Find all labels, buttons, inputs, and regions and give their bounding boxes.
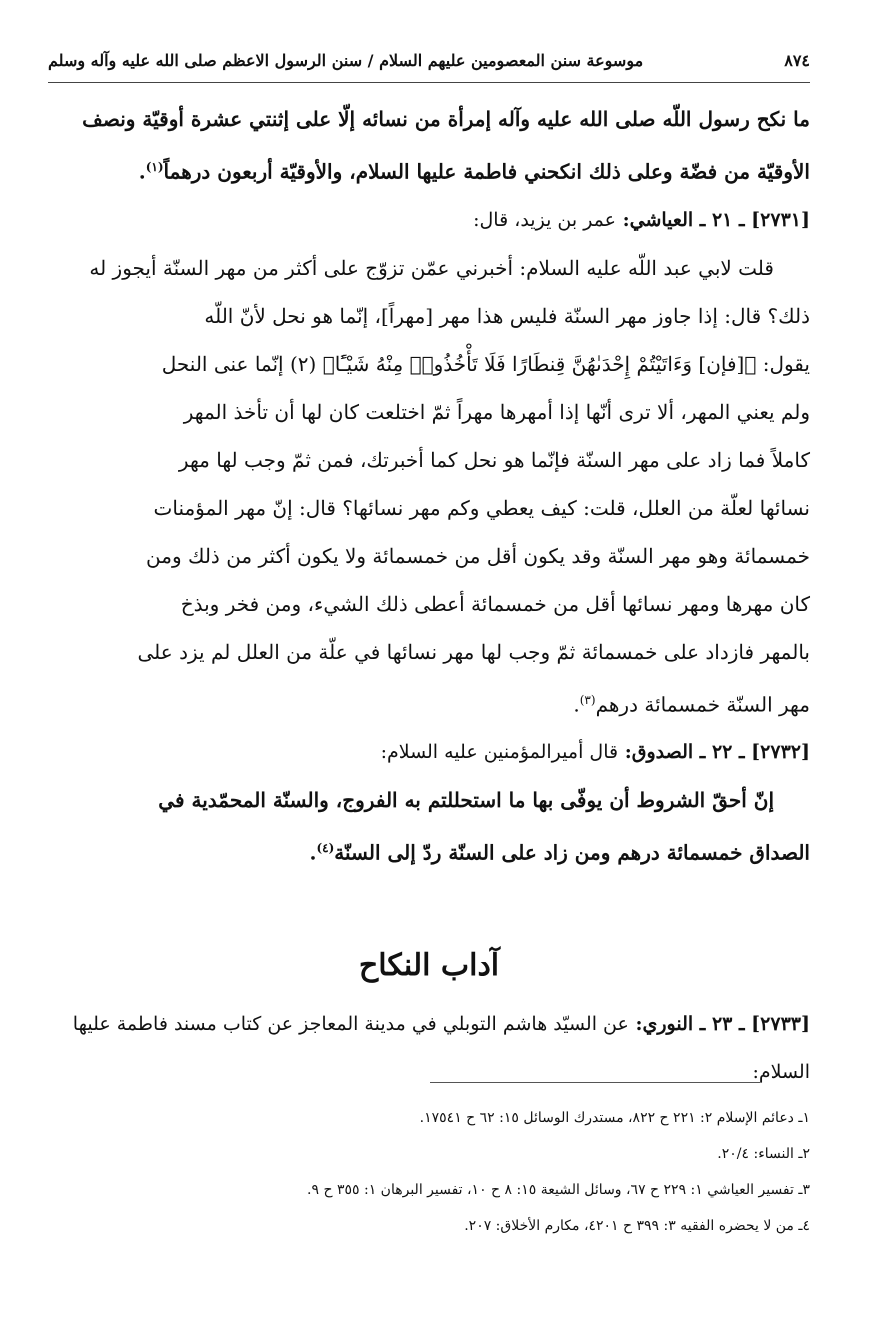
main-text: [48, 95, 810, 877]
footnote-ref: (٤): [316, 841, 335, 856]
intro-line: ما نكح رسول اللّه صلى الله عليه وآله إمرأة من نسائه إلّا على إثنتي عشرة أوقيّة ونصف: [82, 107, 810, 131]
footnote: ٣ـ تفسير العياشي ١: ٢٢٩ ح ٦٧، وسائل الشيعة ١٥: ٨ ح ١٠، تفسير البرهان ١: ٣٥٥ ح ٩.: [307, 1182, 810, 1198]
hadith-text-line: ذلك؟ قال: إذا جاوز مهر السنّة فليس هذا مهر [مهراً]، إنّما هو نحل لأنّ اللّه: [204, 303, 810, 328]
hadith-text-line: إنّ أحقّ الشروط أن يوفّى بها ما استحللتم به الفروج، والسنّة المحمّدية في: [158, 788, 774, 813]
hadith-text-line: ولم يعني المهر، ألا ترى أنّها إذا أمهرها مهراً ثمّ اختلعت كان لها أن تأخذ المهر: [183, 399, 810, 424]
hadith-text-line: كان مهرها ومهر نسائها أقل من خمسمائة أعطى ذلك الشيء، ومن فخر وبذخ: [180, 591, 810, 616]
hadith-text-line: مهر السنّة خمسمائة درهم$^{(٣)}$.: [573, 692, 810, 717]
footnote-ref: (٣): [579, 692, 596, 707]
footnote-ref: (١): [145, 160, 164, 174]
footnote: ١ـ دعائم الإسلام ٢: ٢٢١ ح ٨٢٢، مستدرك الوسائل ١٥: ٦٢ ح ١٧٥٤١.: [419, 1110, 810, 1126]
page-number: ٨٧٤: [784, 50, 810, 70]
hadith-text-line: قلت لابي عبد اللّه عليه السلام: أخبرني عمّن تزوّج على أكثر من مهر السنّة أيجوز له: [89, 255, 774, 280]
hadith-heading: [48, 728, 810, 776]
hadith-source: عمر بن يزيد، قال:: [473, 208, 616, 231]
hadith-heading: [48, 196, 810, 244]
hadith-text-line: بالمهر فازداد على خمسمائة ثمّ وجب لها مهر نسائها في علّة من العلل لم يزد على: [137, 639, 810, 664]
hadith-text-line: كاملاً فما زاد على مهر السنّة فإنّما هو نحل كما أخبرتك، فمن ثمّ وجب لها مهر: [178, 447, 810, 472]
hadith-text-line: الصداق خمسمائة درهم ومن زاد على السنّة ردّ إلى السنّة$^{(٤)}$.: [309, 840, 810, 865]
footnote-divider: [430, 1082, 760, 1083]
footnote: ٤ـ من لا يحضره الفقيه ٣: ٣٩٩ ح ٤٢٠١، مكارم الأخلاق: ٢٠٧.: [464, 1218, 810, 1234]
hadith-number: [٢٧٣٣] ـ ٢٣ ـ النوري:: [635, 1013, 810, 1035]
page-header: [48, 42, 810, 78]
footnotes: [48, 1100, 810, 1244]
hadith-number: [٢٧٣١] ـ ٢١ ـ العياشي:: [622, 208, 810, 231]
footnote: ٢ـ النساء: ٢٠/٤.: [717, 1146, 810, 1162]
intro-line: الأوقيّة من فضّة وعلى ذلك انكحني فاطمة عليها السلام، والأوقيّة أربعون درهماً$^{(١)}$.: [138, 159, 810, 184]
hadith-number: [٢٧٣٢] ـ ٢٢ ـ الصدوق:: [624, 741, 810, 764]
hadith-source: قال أميرالمؤمنين عليه السلام:: [380, 741, 619, 764]
hadith-text-line: يقول: ﴿[فإن] وَءَاتَيْتُمْ إِحْدَىٰهُنَّ قِنطَارًا فَلَا تَأْخُذُوا۟ مِنْهُ شَيْـًٔا﴾ (٢) إنّما عنى النحل: [161, 351, 810, 376]
hadith-text-line: نسائها لعلّة من العلل، قلت: كيف يعطي وكم مهر نسائها؟ قال: إنّ مهر المؤمنات: [153, 495, 810, 520]
hadith-text-line: خمسمائة وهو مهر السنّة وقد يكون أقل من خمسمائة ولا يكون أكثر من ذلك ومن: [146, 543, 810, 568]
hadith-source: عن السيّد هاشم التوبلي في مدينة المعاجز عن كتاب مسند فاطمة عليها السلام:: [72, 1013, 810, 1083]
running-title: موسوعة سنن المعصومين عليهم السلام / سنن الرسول الاعظم صلى الله عليه وآله وسلم: [48, 50, 644, 70]
header-divider: [48, 82, 810, 83]
section-title: آداب النكاح: [358, 948, 500, 983]
